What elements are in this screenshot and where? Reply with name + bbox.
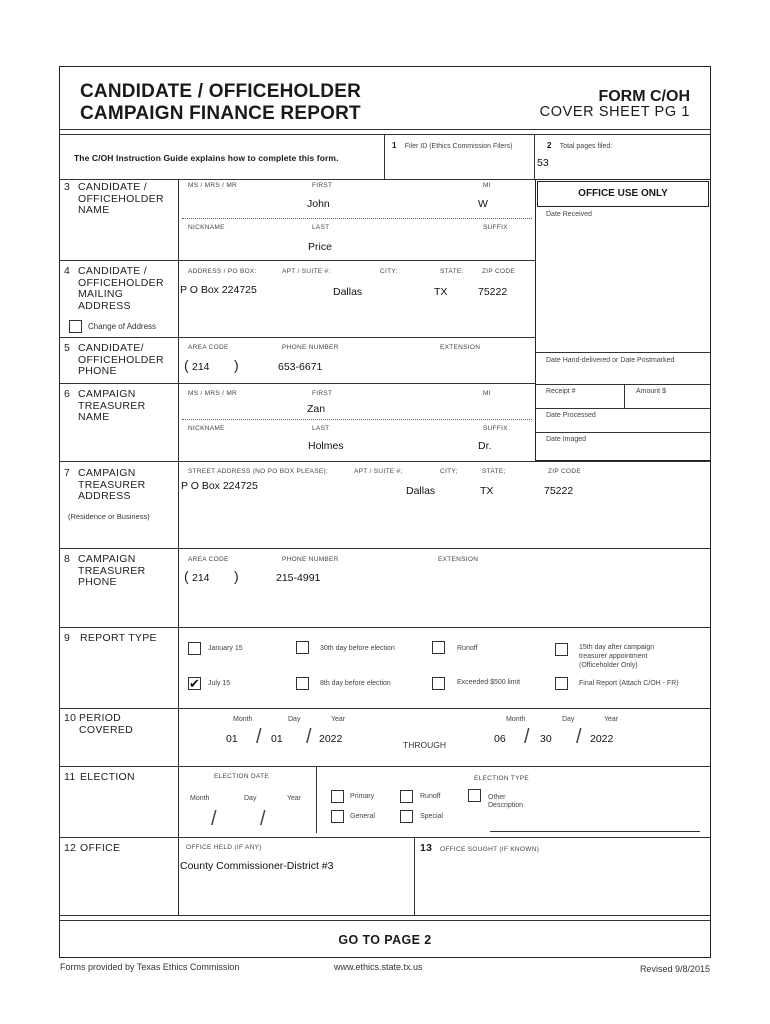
s7-city-label: CITY;	[440, 468, 458, 475]
amount-label: Amount $	[636, 388, 666, 395]
to-day-value[interactable]: 30	[540, 733, 552, 745]
july15-checkbox[interactable]	[188, 677, 201, 690]
section-12-label: OFFICE	[80, 842, 121, 854]
section-5-label: CANDIDATE/ OFFICEHOLDER PHONE	[78, 342, 164, 377]
s4-apt-label: APT / SUITE #:	[282, 268, 331, 275]
other-checkbox[interactable]	[468, 789, 481, 802]
from-month-value[interactable]: 01	[226, 733, 238, 745]
s7-apt-label: APT / SUITE #;	[354, 468, 403, 475]
s7-city-value[interactable]: Dallas	[406, 485, 436, 497]
change-of-address-label: Change of Address	[88, 322, 157, 331]
date-processed-label: Date Processed	[546, 412, 596, 419]
to-day-label: Day	[562, 716, 575, 723]
from-day-label: Day	[288, 716, 301, 723]
s6-first-label: FIRST	[312, 390, 333, 397]
election-date-label: ELECTION DATE	[214, 773, 270, 780]
s8-phone-value[interactable]: 215-4991	[276, 572, 321, 584]
form-id-line1: FORM C/OH	[598, 88, 690, 105]
section-8-number: 8	[64, 553, 71, 565]
primary-checkbox[interactable]	[331, 790, 344, 803]
general-checkbox[interactable]	[331, 810, 344, 823]
s4-zip-value[interactable]: 75222	[478, 286, 508, 298]
section-6-label: CAMPAIGN TREASURER NAME	[78, 388, 146, 423]
s8-ext-label: EXTENSION	[438, 556, 479, 563]
election-month-label: Month	[190, 795, 210, 802]
office-held-label: OFFICE HELD (IF ANY)	[186, 844, 262, 851]
election-runoff-label: Runoff	[420, 793, 441, 800]
election-type-label: ELECTION TYPE	[474, 775, 530, 782]
primary-label: Primary	[350, 793, 375, 800]
office-sought-label: OFFICE SOUGHT (IF KNOWN)	[440, 846, 540, 853]
forms-provided-by: Forms provided by Texas Ethics Commission	[60, 962, 240, 972]
from-year-value[interactable]: 2022	[319, 733, 343, 745]
s4-city-label: CITY:	[380, 268, 398, 275]
from-day-value[interactable]: 01	[271, 733, 283, 745]
s6-mi-label: MI	[483, 390, 491, 397]
s7-zip-value[interactable]: 75222	[544, 485, 574, 497]
s4-address-label: ADDRESS / PO BOX:	[188, 268, 257, 275]
s4-zip-label: ZIP CODE	[482, 268, 515, 275]
section-9-number: 9	[64, 632, 71, 644]
s4-city-value[interactable]: Dallas	[333, 286, 363, 298]
january15-label: January 15	[208, 645, 243, 652]
section-7-label: CAMPAIGN TREASURER ADDRESS	[78, 467, 146, 502]
s6-suffix-label: SUFFIX	[483, 425, 508, 432]
through-label: THROUGH	[403, 740, 446, 750]
s7-state-value[interactable]: TX	[480, 485, 494, 497]
s5-area-value[interactable]: 214	[192, 361, 210, 373]
filer-id-field[interactable]	[394, 155, 530, 173]
s8-area-value[interactable]: 214	[192, 572, 210, 584]
ethics-url[interactable]: www.ethics.state.tx.us	[334, 962, 423, 972]
section-3-label: CANDIDATE / OFFICEHOLDER NAME	[78, 181, 164, 216]
election-year-label: Year	[287, 795, 302, 802]
s4-state-value[interactable]: TX	[434, 286, 448, 298]
section-11-label: ELECTION	[80, 771, 135, 783]
section-7-sub: (Residence or Business)	[68, 512, 150, 521]
change-of-address-checkbox[interactable]	[69, 320, 82, 333]
s8-phone-label: PHONE NUMBER	[282, 556, 339, 563]
to-month-label: Month	[506, 716, 526, 723]
s8-area-label: AREA CODE	[188, 556, 229, 563]
section-11-number: 11	[64, 771, 76, 783]
s7-zip-label: ZIP CODE	[548, 468, 581, 475]
receipt-label: Receipt #	[546, 388, 576, 395]
s7-state-label: STATE;	[482, 468, 506, 475]
form-title-line2: CAMPAIGN FINANCE REPORT	[80, 103, 361, 124]
section-8-label: CAMPAIGN TREASURER PHONE	[78, 553, 146, 588]
special-label: Special	[420, 813, 443, 820]
s6-ms-label: MS / MRS / MR	[188, 390, 238, 397]
s3-mi-value[interactable]: W	[478, 198, 488, 210]
section-10-number: 10	[64, 712, 77, 724]
section-5-number: 5	[64, 342, 71, 354]
instruction-text: The C/OH Instruction Guide explains how to complete this form.	[74, 153, 339, 163]
s3-last-value[interactable]: Price	[308, 241, 332, 253]
s6-nickname-label: NICKNAME	[188, 425, 225, 432]
from-month-label: Month	[233, 716, 253, 723]
30th-day-before-label: 30th day before election	[320, 645, 395, 652]
go-to-page-2: GO TO PAGE 2	[338, 933, 432, 947]
s3-first-label: FIRST	[312, 182, 333, 189]
s6-last-label: LAST	[312, 425, 330, 432]
s6-last-value[interactable]: Holmes	[308, 440, 344, 452]
s3-last-label: LAST	[312, 224, 330, 231]
section-10-label: PERIOD COVERED	[79, 712, 134, 736]
runoff-report-label: Runoff	[457, 645, 478, 652]
office-use-title: OFFICE USE ONLY	[537, 181, 709, 207]
form-id-line2: COVER SHEET PG 1	[539, 104, 690, 120]
to-year-value[interactable]: 2022	[590, 733, 614, 745]
form-title-line1: CANDIDATE / OFFICEHOLDER	[80, 81, 361, 102]
january15-checkbox[interactable]	[188, 642, 201, 655]
general-label: General	[350, 813, 375, 820]
office-held-value[interactable]: County Commissioner-District #3	[180, 860, 334, 872]
s3-mi-label: MI	[483, 182, 491, 189]
hand-delivered-label: Date Hand-delivered or Date Postmarked	[546, 357, 675, 364]
15th-day-after-label: 15th day after campaign treasurer appointment (Officeholder Only)	[579, 644, 655, 669]
other-label: Other Description	[488, 794, 524, 809]
revised-date: Revised 9/8/2015	[639, 964, 710, 974]
s7-address-value[interactable]: P O Box 224725	[181, 480, 258, 492]
checkmark-icon: ✔	[189, 676, 200, 691]
section-3-number: 3	[64, 181, 71, 193]
s3-suffix-label: SUFFIX	[483, 224, 508, 231]
section-13-number: 13	[420, 842, 433, 854]
8th-day-before-label: 8th day before election	[320, 680, 391, 687]
final-report-label: Final Report (Attach C/OH - FR)	[579, 680, 679, 687]
exceeded-limit-checkbox[interactable]	[432, 677, 445, 690]
election-runoff-checkbox[interactable]	[400, 790, 413, 803]
to-year-label: Year	[604, 716, 619, 723]
filer-id-number: 1	[392, 141, 397, 150]
election-day-label: Day	[244, 795, 257, 802]
filer-id-label: Filer ID (Ethics Commission Filers)	[404, 143, 513, 150]
july15-label: July 15	[208, 680, 231, 687]
s7-street-label: STREET ADDRESS (NO PO BOX PLEASE);	[188, 468, 329, 475]
total-pages-value[interactable]: 53	[537, 157, 549, 169]
final-report-checkbox[interactable]	[555, 677, 568, 690]
s6-suffix-value[interactable]: Dr.	[478, 440, 492, 452]
total-pages-label: Total pages filed:	[559, 143, 613, 150]
s4-state-label: STATE:	[440, 268, 464, 275]
exceeded-limit-label: Exceeded $500 limit	[457, 679, 521, 686]
date-received-label: Date Received	[546, 211, 592, 218]
section-6-number: 6	[64, 388, 71, 400]
s3-nickname-label: NICKNAME	[188, 224, 225, 231]
s5-ext-label: EXTENSION	[440, 344, 481, 351]
s3-first-value[interactable]: John	[307, 198, 330, 210]
special-checkbox[interactable]	[400, 810, 413, 823]
s5-area-label: AREA CODE	[188, 344, 229, 351]
total-pages-number: 2	[547, 141, 552, 150]
section-4-label: CANDIDATE / OFFICEHOLDER MAILING ADDRESS	[78, 265, 164, 312]
30th-day-before-checkbox[interactable]	[296, 641, 309, 654]
s4-address-value[interactable]: P O Box 224725	[180, 284, 257, 296]
date-imaged-label: Date Imaged	[546, 436, 587, 443]
s5-phone-value[interactable]: 653-6671	[278, 361, 323, 373]
runoff-report-checkbox[interactable]	[432, 641, 445, 654]
15th-day-after-checkbox[interactable]	[555, 643, 568, 656]
to-month-value[interactable]: 06	[494, 733, 506, 745]
s3-ms-label: MS / MRS / MR	[188, 182, 238, 189]
office-sought-field[interactable]	[420, 858, 706, 912]
s6-first-value[interactable]: Zan	[307, 403, 326, 415]
8th-day-before-checkbox[interactable]	[296, 677, 309, 690]
from-year-label: Year	[331, 716, 346, 723]
s5-phone-label: PHONE NUMBER	[282, 344, 339, 351]
section-4-number: 4	[64, 265, 71, 277]
section-9-label: REPORT TYPE	[80, 632, 157, 644]
section-7-number: 7	[64, 467, 71, 479]
section-12-number: 12	[64, 842, 77, 854]
